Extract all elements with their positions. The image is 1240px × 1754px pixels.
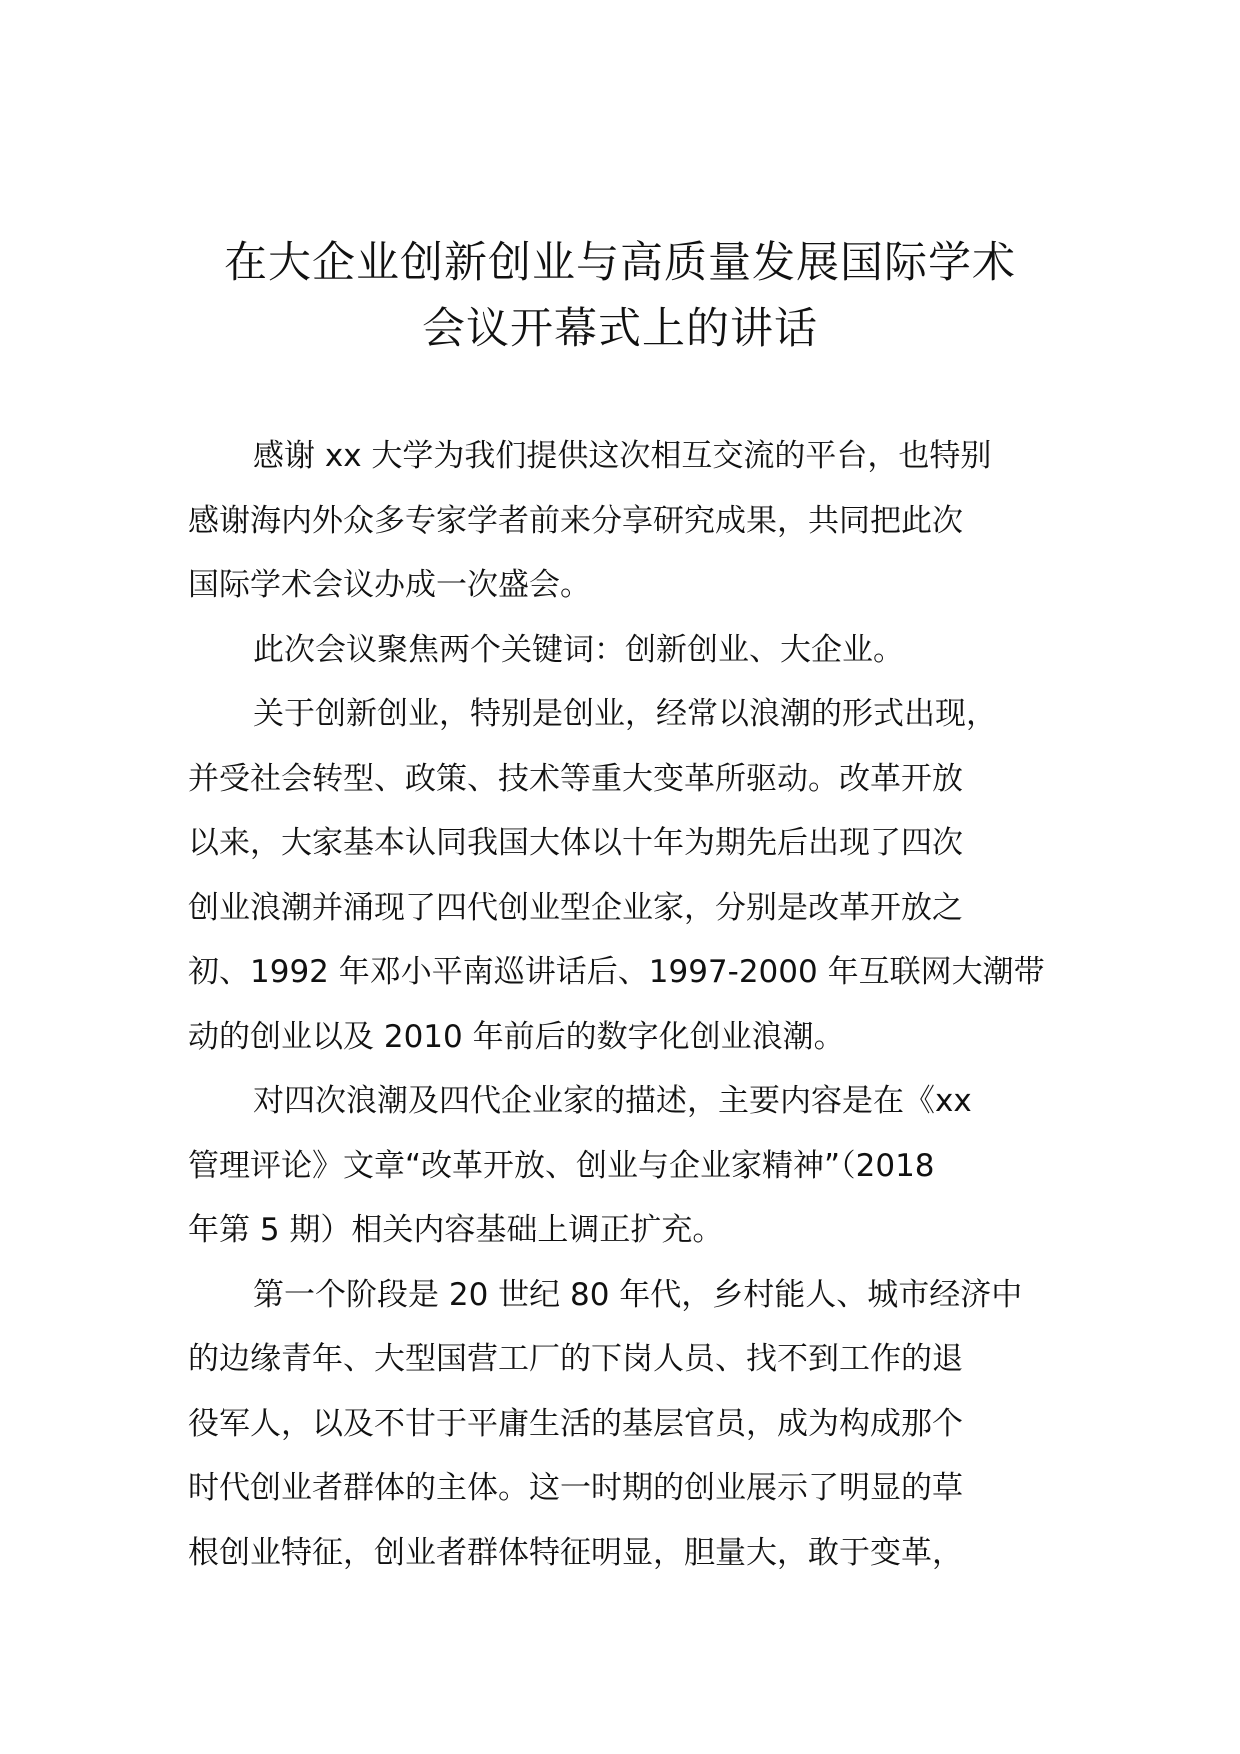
- text-line: 对四次浪潮及四代企业家的描述，主要内容是在《xx: [253, 1083, 972, 1119]
- text-line: 时代创业者群体的主体。这一时期的创业展示了明显的草: [188, 1470, 963, 1506]
- text-line: 感谢海内外众多专家学者前来分享研究成果，共同把此次: [188, 502, 963, 539]
- text-line: 并受社会转型、政策、技术等重大变革所驱动。改革开放: [188, 760, 963, 797]
- text-line: 感谢 xx 大学为我们提供这次相互交流的平台，也特别: [253, 438, 992, 474]
- document-body: [188, 424, 1068, 1585]
- text-line: 根创业特征，创业者群体特征明显，胆量大，敢于变革，: [188, 1534, 963, 1571]
- text-line: 的边缘青年、大型国营工厂的下岗人员、找不到工作的退: [188, 1341, 963, 1377]
- text-line: 创业浪潮并涌现了四代创业型企业家，分别是改革开放之: [188, 889, 963, 926]
- text-line: 此次会议聚焦两个关键词：创新创业、大企业。: [253, 631, 904, 668]
- text-line: 年第 5 期）相关内容基础上调正扩充。: [188, 1212, 724, 1248]
- text-line: 初、1992 年邓小平南巡讲话后、1997-2000 年互联网大潮带: [188, 954, 1045, 990]
- text-line: 第一个阶段是 20 世纪 80 年代，乡村能人、城市经济中: [253, 1276, 1023, 1313]
- text-line: 关于创新创业，特别是创业，经常以浪潮的形式出现，: [253, 696, 997, 732]
- title-line: 会议开幕式上的讲话: [422, 304, 818, 354]
- text-line: 动的创业以及 2010 年前后的数字化创业浪潮。: [188, 1018, 845, 1055]
- title-line: 在大企业创新创业与高质量发展国际学术: [224, 238, 1016, 288]
- text-line: 役军人，以及不甘于平庸生活的基层官员，成为构成那个: [188, 1405, 963, 1442]
- text-line: 国际学术会议办成一次盛会。: [188, 567, 591, 603]
- text-line: 以来，大家基本认同我国大体以十年为期先后出现了四次: [188, 825, 963, 861]
- text-line: 管理评论》文章“改革开放、创业与企业家精神”（2018: [188, 1147, 935, 1184]
- document-title: [150, 230, 1090, 362]
